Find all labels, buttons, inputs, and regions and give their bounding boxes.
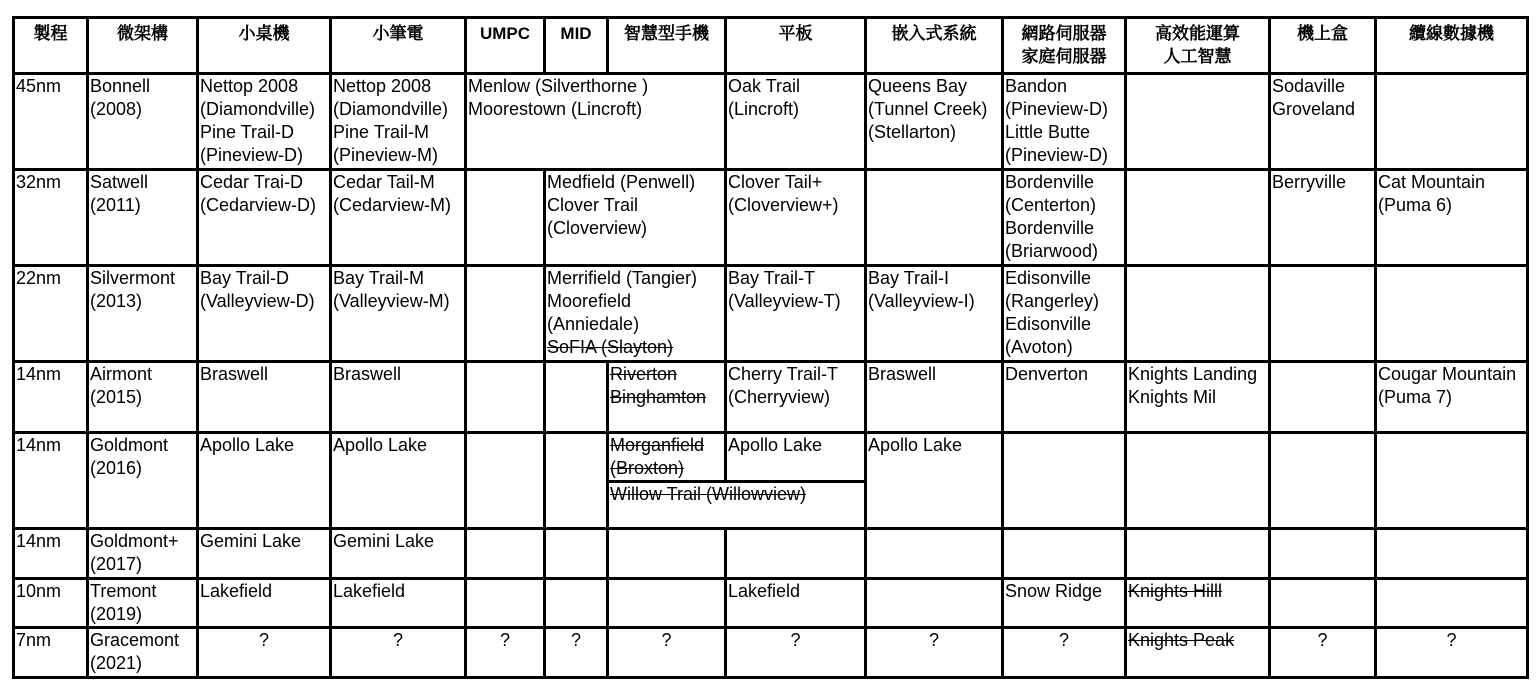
- table-cell: [198, 266, 331, 362]
- cell-text: Little Butte: [1005, 122, 1091, 142]
- cell-text: (Lincroft): [728, 99, 800, 119]
- cell-text: Airmont: [90, 364, 153, 384]
- table-row: [14, 579, 1528, 628]
- table-cell: [726, 579, 866, 628]
- cell-text: 22nm: [16, 268, 62, 288]
- cell-text: Snow Ridge: [1005, 581, 1103, 601]
- cell-text: Merrifield (Tangier): [547, 268, 698, 288]
- table-cell: [14, 433, 88, 529]
- table-row: [14, 433, 1528, 482]
- cell-text: Bandon: [1005, 76, 1068, 96]
- cancelled-cell-text: Morganfield: [610, 435, 705, 455]
- cell-text: ?: [928, 630, 939, 650]
- cell-text: Pine Trail-M: [333, 122, 430, 142]
- cell-text: Braswell: [200, 364, 269, 384]
- table-cell: [866, 579, 1003, 628]
- table-cell: [726, 170, 866, 266]
- table-cell: [1003, 362, 1126, 433]
- cell-text: (Tunnel Creek): [868, 99, 988, 119]
- cell-text: Edisonville: [1005, 268, 1092, 288]
- table-cell: [1126, 433, 1270, 529]
- table-cell: [545, 579, 608, 628]
- table-cell: [866, 433, 1003, 529]
- table-cell: [1270, 362, 1376, 433]
- table-cell: [14, 579, 88, 628]
- cell-text: Braswell: [868, 364, 937, 384]
- header-label: 嵌入式系統: [891, 24, 977, 43]
- table-cell: [1270, 266, 1376, 362]
- cell-text: Pine Trail-D: [200, 122, 295, 142]
- cell-text: Braswell: [333, 364, 402, 384]
- cell-text: Denverton: [1005, 364, 1089, 384]
- table-cell: [1270, 433, 1376, 529]
- header-label: 機上盒: [1297, 24, 1348, 43]
- cell-text: Bay Trail-M: [333, 268, 425, 288]
- table-cell: [1270, 529, 1376, 579]
- table-cell: [1376, 266, 1528, 362]
- table-cell: [466, 170, 545, 266]
- cell-text: Queens Bay: [868, 76, 968, 96]
- table-cell: [198, 579, 331, 628]
- table-cell: [331, 266, 466, 362]
- table-cell: [866, 266, 1003, 362]
- table-cell: [331, 579, 466, 628]
- cell-text: (Valleyview-T): [728, 291, 841, 311]
- column-header: [14, 18, 88, 74]
- table-cell: [198, 362, 331, 433]
- cell-text: ?: [1058, 630, 1069, 650]
- cell-text: Knights Mil: [1128, 387, 1217, 407]
- table-cell: [466, 579, 545, 628]
- table-cell: [1003, 628, 1126, 678]
- cell-text: Menlow (Silverthorne ): [468, 76, 649, 96]
- table-cell: [466, 266, 545, 362]
- cell-text: Moorefield: [547, 291, 632, 311]
- cell-text: ?: [499, 630, 510, 650]
- cell-text: (Avoton): [1005, 337, 1073, 357]
- table-cell: [198, 628, 331, 678]
- cell-text: Cedar Trai-D: [200, 172, 304, 192]
- cell-text: Gemini Lake: [200, 531, 302, 551]
- table-cell: [198, 170, 331, 266]
- table-cell: [466, 628, 545, 678]
- table-cell: [1126, 529, 1270, 579]
- table-cell: [1126, 74, 1270, 170]
- table-cell: [14, 529, 88, 579]
- table-cell: [1270, 628, 1376, 678]
- cell-text: ?: [661, 630, 672, 650]
- cell-text: (Stellarton): [868, 122, 957, 142]
- table-cell: [331, 74, 466, 170]
- table-cell: [1376, 579, 1528, 628]
- table-cell: [1003, 579, 1126, 628]
- header-label: 智慧型手機: [624, 24, 709, 43]
- cancelled-cell-text: Knights Hilll: [1128, 581, 1223, 601]
- table-cell: [331, 362, 466, 433]
- cell-text: (Diamondville): [200, 99, 316, 119]
- table-cell: [1126, 579, 1270, 628]
- cell-text: Oak Trail: [728, 76, 801, 96]
- cell-text: Goldmont: [90, 435, 169, 455]
- table-cell: [1376, 170, 1528, 266]
- table-cell: [608, 579, 726, 628]
- cell-text: Clover Trail: [547, 195, 639, 215]
- table-cell: [866, 74, 1003, 170]
- table-cell: [608, 362, 726, 433]
- table-cell: [1376, 529, 1528, 579]
- cell-text: Cat Mountain: [1378, 172, 1486, 192]
- column-header: [726, 18, 866, 74]
- cell-text: Moorestown (Lincroft): [468, 99, 643, 119]
- cell-text: (Cedarview-D): [200, 195, 317, 215]
- column-header: [608, 18, 726, 74]
- cancelled-cell-text: Knights Peak: [1128, 630, 1235, 650]
- cell-text: Apollo Lake: [728, 435, 823, 455]
- cell-text: Knights Landing: [1128, 364, 1258, 384]
- table-row: [14, 266, 1528, 362]
- cell-text: Gracemont: [90, 630, 180, 650]
- cell-text: 7nm: [16, 630, 52, 650]
- table-cell: [88, 529, 198, 579]
- cell-text: 45nm: [16, 76, 62, 96]
- cell-text: Medfield (Penwell): [547, 172, 696, 192]
- cell-text: (Valleyview-I): [868, 291, 975, 311]
- cell-text: (Cherryview): [728, 387, 831, 407]
- cell-text: 14nm: [16, 531, 62, 551]
- cell-text: ?: [258, 630, 269, 650]
- table-cell: [1126, 266, 1270, 362]
- cell-text: (2019): [90, 604, 143, 624]
- table-cell: [88, 579, 198, 628]
- cell-text: (Centerton): [1005, 195, 1097, 215]
- cell-text: Apollo Lake: [868, 435, 963, 455]
- table-cell: [466, 362, 545, 433]
- table-cell: [198, 529, 331, 579]
- table-cell: [545, 266, 726, 362]
- cell-text: Bay Trail-D: [200, 268, 290, 288]
- column-header: [1126, 18, 1270, 74]
- table-cell: [198, 433, 331, 529]
- cell-text: (Valleyview-D): [200, 291, 315, 311]
- cell-text: (Pineview-D): [1005, 99, 1109, 119]
- table-cell: [331, 170, 466, 266]
- table-cell: [608, 433, 726, 482]
- table-cell: [466, 529, 545, 579]
- cell-text: Groveland: [1272, 99, 1356, 119]
- table-cell: [545, 628, 608, 678]
- table-cell: [88, 170, 198, 266]
- header-label: 家庭伺服器: [1021, 47, 1107, 66]
- table-cell: [1003, 433, 1126, 529]
- table-cell: [1376, 74, 1528, 170]
- table-cell: [1003, 170, 1126, 266]
- table-cell: [88, 74, 198, 170]
- table-cell: [14, 74, 88, 170]
- cell-text: (2021): [90, 653, 143, 673]
- cell-text: Cedar Tail-M: [333, 172, 435, 192]
- table-cell: [88, 433, 198, 529]
- table-row: [14, 362, 1528, 433]
- table-cell: [866, 170, 1003, 266]
- table-row: [14, 529, 1528, 579]
- cell-text: 14nm: [16, 364, 62, 384]
- cancelled-cell-text: Willow Trail (Willowview): [610, 484, 806, 504]
- cell-text: Gemini Lake: [333, 531, 435, 551]
- table-cell: [1003, 529, 1126, 579]
- cell-text: Edisonville: [1005, 314, 1092, 334]
- table-cell: [866, 628, 1003, 678]
- table-cell: [331, 433, 466, 529]
- header-label: 製程: [33, 24, 68, 43]
- cell-text: ?: [1446, 630, 1457, 650]
- column-header: [331, 18, 466, 74]
- cell-text: Apollo Lake: [200, 435, 295, 455]
- table-cell: [1003, 266, 1126, 362]
- column-header: [198, 18, 331, 74]
- cell-text: Lakefield: [728, 581, 801, 601]
- cell-text: 14nm: [16, 435, 62, 455]
- table-cell: [1126, 170, 1270, 266]
- cell-text: Tremont: [90, 581, 157, 601]
- table-cell: [866, 362, 1003, 433]
- table-cell: [466, 433, 545, 529]
- cell-text: Bordenville: [1005, 172, 1095, 192]
- cell-text: Silvermont: [90, 268, 176, 288]
- cell-text: ?: [570, 630, 581, 650]
- cell-text: Bay Trail-I: [868, 268, 950, 288]
- cell-text: Lakefield: [333, 581, 406, 601]
- cell-text: (2015): [90, 387, 143, 407]
- cell-text: Berryville: [1272, 172, 1347, 192]
- table-cell: [608, 529, 726, 579]
- table-cell: [726, 74, 866, 170]
- column-header: [1003, 18, 1126, 74]
- cell-text: 10nm: [16, 581, 62, 601]
- table-cell: [726, 529, 866, 579]
- cell-text: Nettop 2008: [200, 76, 299, 96]
- cell-text: Bordenville: [1005, 218, 1095, 238]
- cell-text: Sodaville: [1272, 76, 1346, 96]
- cancelled-cell-text: (Broxton): [610, 458, 685, 478]
- table-row: [14, 170, 1528, 266]
- table-cell: [466, 74, 726, 170]
- table-row: [14, 74, 1528, 170]
- cell-text: (Pineview-D): [200, 145, 304, 165]
- table-cell: [608, 628, 726, 678]
- column-header: [1376, 18, 1528, 74]
- table-cell: [545, 170, 726, 266]
- table-cell: [1376, 433, 1528, 529]
- column-header: [1270, 18, 1376, 74]
- header-label: MID: [560, 24, 592, 43]
- cell-text: (Valleyview-M): [333, 291, 450, 311]
- table-cell: [1376, 628, 1528, 678]
- cancelled-cell-text: Riverton: [610, 364, 678, 384]
- table-cell: [88, 628, 198, 678]
- table-cell: [608, 482, 866, 529]
- cell-text: (2017): [90, 554, 143, 574]
- table-cell: [1126, 628, 1270, 678]
- table-cell: [545, 362, 608, 433]
- cell-text: (Cedarview-M): [333, 195, 452, 215]
- cell-text: (Pineview-D): [1005, 145, 1109, 165]
- table-cell: [14, 628, 88, 678]
- table-row: [14, 628, 1528, 678]
- cell-text: (Cloverview+): [728, 195, 839, 215]
- cell-text: (2016): [90, 458, 143, 478]
- table-cell: [14, 362, 88, 433]
- cell-text: Satwell: [90, 172, 149, 192]
- cell-text: Clover Tail+: [728, 172, 823, 192]
- column-header: [866, 18, 1003, 74]
- table-cell: [866, 529, 1003, 579]
- table-cell: [545, 433, 608, 529]
- cell-text: Cougar Mountain (Puma 7): [1378, 364, 1517, 407]
- table-cell: [1270, 74, 1376, 170]
- column-header: [88, 18, 198, 74]
- table-cell: [726, 433, 866, 482]
- table-cell: [14, 266, 88, 362]
- cell-text: Cherry Trail-T: [728, 364, 839, 384]
- table-cell: [1270, 170, 1376, 266]
- table-cell: [726, 266, 866, 362]
- cell-text: (Puma 6): [1378, 195, 1453, 215]
- header-label: 網路伺服器: [1021, 24, 1107, 43]
- cell-text: (Pineview-M): [333, 145, 439, 165]
- table-cell: [726, 362, 866, 433]
- table-cell: [1126, 362, 1270, 433]
- table-cell: [14, 170, 88, 266]
- table-cell: [1376, 362, 1528, 433]
- cell-text: Goldmont+: [90, 531, 179, 551]
- cell-text: (Cloverview): [547, 218, 648, 238]
- cancelled-cell-text: SoFIA (Slayton): [547, 337, 674, 357]
- cell-text: 32nm: [16, 172, 62, 192]
- header-label: 纜線數據機: [1409, 24, 1494, 43]
- header-label: 小桌機: [238, 24, 290, 43]
- cell-text: ?: [392, 630, 403, 650]
- table-cell: [1003, 74, 1126, 170]
- cell-text: Nettop 2008: [333, 76, 432, 96]
- cell-text: Lakefield: [200, 581, 273, 601]
- cell-text: (2008): [90, 99, 143, 119]
- cell-text: ?: [1317, 630, 1328, 650]
- cell-text: (Diamondville): [333, 99, 449, 119]
- header-label: 平板: [778, 24, 813, 43]
- cell-text: ?: [790, 630, 801, 650]
- header-row: [14, 18, 1528, 74]
- cell-text: (2011): [90, 195, 141, 215]
- header-label: UMPC: [479, 24, 531, 43]
- cell-text: Apollo Lake: [333, 435, 428, 455]
- header-label: 人工智慧: [1163, 47, 1232, 66]
- cancelled-cell-text: Binghamton: [610, 387, 707, 407]
- intel-atom-roadmap-table: [12, 16, 1529, 679]
- table-cell: [88, 266, 198, 362]
- column-header: [466, 18, 545, 74]
- cell-text: (Rangerley): [1005, 291, 1100, 311]
- header-label: 小筆電: [372, 24, 424, 43]
- table-cell: [331, 529, 466, 579]
- table-cell: [1270, 579, 1376, 628]
- header-label: 高效能運算: [1155, 24, 1240, 43]
- table-cell: [545, 529, 608, 579]
- table-cell: [198, 74, 331, 170]
- cell-text: (Briarwood): [1005, 241, 1099, 261]
- cell-text: Bay Trail-T: [728, 268, 816, 288]
- table-cell: [331, 628, 466, 678]
- cell-text: Bonnell: [90, 76, 151, 96]
- cell-text: (2013): [90, 291, 143, 311]
- table-cell: [726, 628, 866, 678]
- table-cell: [88, 362, 198, 433]
- column-header: [545, 18, 608, 74]
- header-label: 微架構: [117, 24, 168, 43]
- cell-text: (Anniedale): [547, 314, 640, 334]
